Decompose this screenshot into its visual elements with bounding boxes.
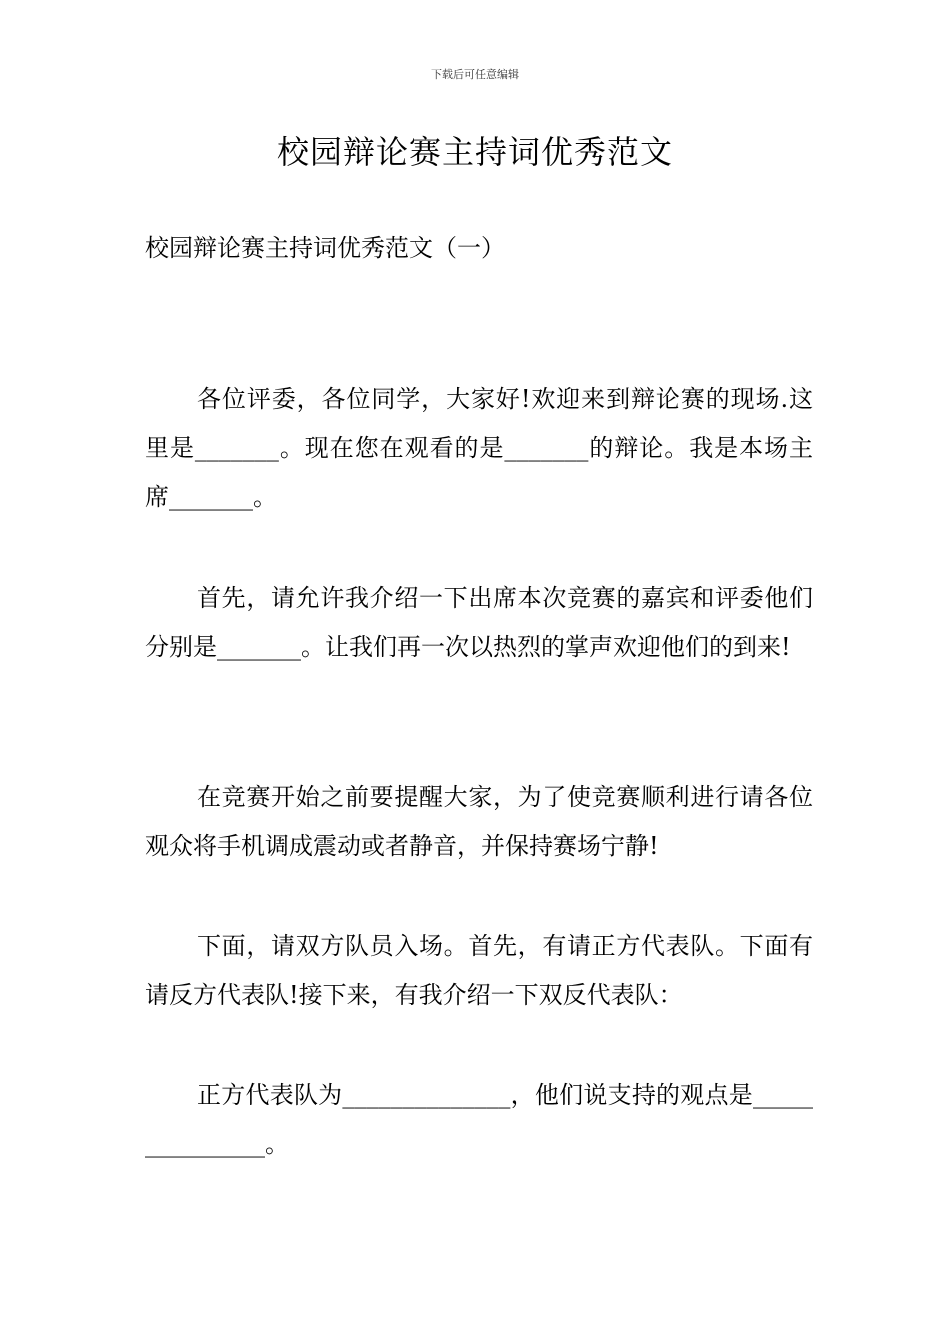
- header-note: 下载后可任意编辑: [431, 68, 519, 81]
- paragraph-welcome: 各位评委，各位同学，大家好!欢迎来到辩论赛的现场.这里是_______。现在您在观看的是_______的辩论。我是本场主席_______。: [145, 385, 813, 511]
- paragraph-affirmative-team: 正方代表队为______________，他们说支持的观点是_______________。: [145, 1081, 813, 1158]
- paragraph-teams-enter: 下面，请双方队员入场。首先，有请正方代表队。下面有请反方代表队!接下来，有我介绍一下双反代表队：: [145, 932, 813, 1009]
- document-title: 校园辩论赛主持词优秀范文: [276, 133, 673, 171]
- section-heading: 校园辩论赛主持词优秀范文（一）: [145, 234, 505, 262]
- paragraph-guests: 首先，请允许我介绍一下出席本次竞赛的嘉宾和评委他们分别是_______。让我们再一次以热烈的掌声欢迎他们的到来!: [145, 584, 813, 661]
- paragraph-reminder: 在竞赛开始之前要提醒大家，为了使竞赛顺利进行请各位观众将手机调成震动或者静音，并保持赛场宁静!: [145, 783, 813, 860]
